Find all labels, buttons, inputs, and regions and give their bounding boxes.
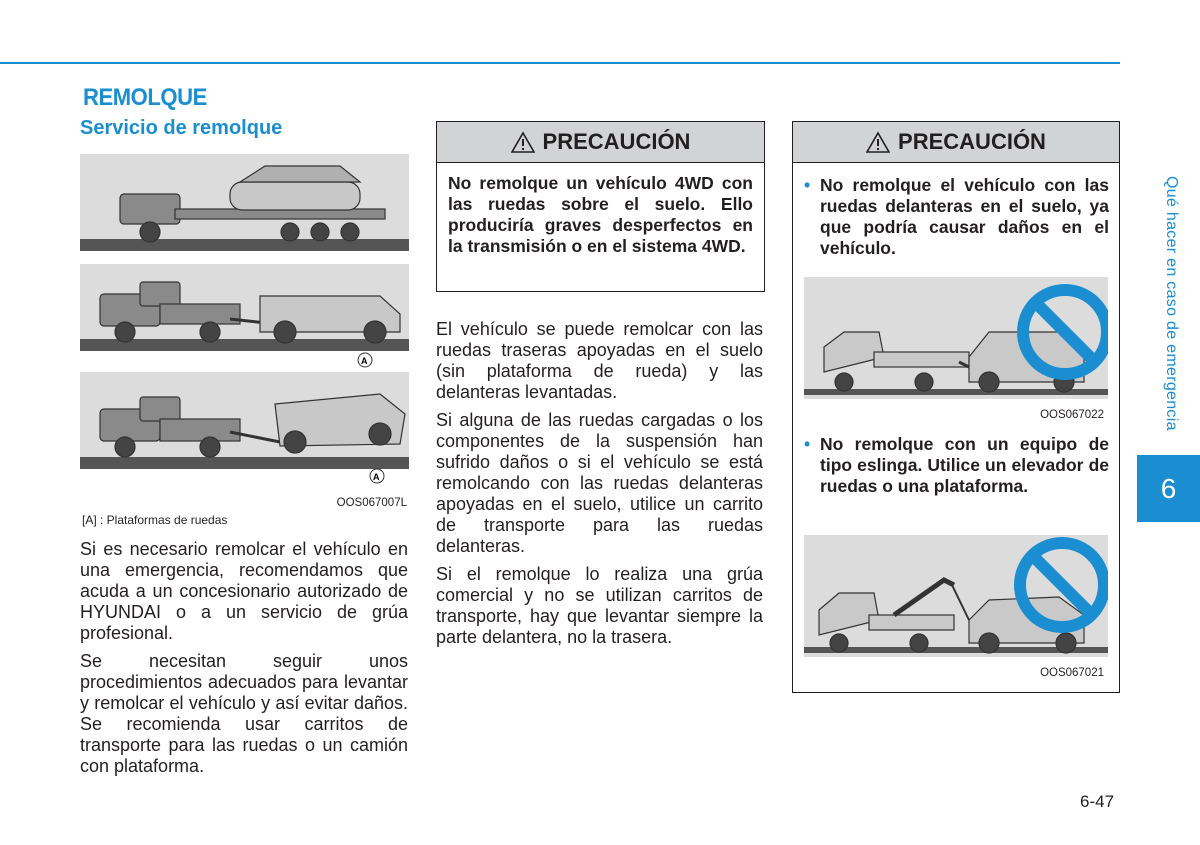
marker-a-1: A — [361, 356, 368, 366]
paragraph: Si el remolque lo realiza una grúa comercial y no se utilizan carritos de transporte, hay que levantar siempre la parte delantera, no la trasera. — [436, 564, 763, 647]
subsection-title: Servicio de remolque — [80, 117, 283, 139]
caution-bullet-1 — [793, 163, 1119, 259]
no-front-wheels-illustration — [804, 277, 1108, 421]
bullet-dot: • — [804, 175, 811, 195]
left-body-text — [80, 539, 408, 784]
sling-tow-figure — [804, 535, 1108, 679]
towing-methods-figure — [80, 154, 409, 508]
paragraph: Se necesitan seguir unos procedimientos adecuados para levantar y remolcar el vehículo y así evitar daños. Se recomienda usar carritos de transporte para las ruedas o un camión con plataforma. — [80, 651, 408, 776]
paragraph: Si alguna de las ruedas cargadas o los componentes de la suspensión han sufrido daños o si el vehículo se está remolcando con las ruedas delanteras apoyadas en el suelo, utilice un carrito de transporte para las ruedas delanteras. — [436, 410, 763, 556]
caution-header — [793, 122, 1119, 163]
caution-text: No remolque un vehículo 4WD con las ruedas sobre el suelo. Ello produciría graves desperfectos en la transmisión o en el sistema 4WD. — [448, 173, 753, 256]
figure-code: OOS067021 — [1040, 667, 1104, 679]
bullet-dot: • — [804, 434, 811, 454]
figure-code: OOS067007L — [336, 497, 407, 509]
caution-header — [437, 122, 764, 163]
bullet-text: No remolque con un equipo de tipo eslinga. Utilice un elevador de ruedas o una plataforma. — [820, 434, 1109, 496]
warning-triangle-icon — [511, 131, 535, 153]
paragraph: Si es necesario remolcar el vehículo en una emergencia, recomendamos que acuda a un concesionario autorizado de HYUNDAI o a un servicio de grúa profesional. — [80, 539, 408, 643]
page-number: 6-47 — [1080, 792, 1115, 811]
caution-box-4wd — [436, 121, 765, 292]
bullet-text: No remolque el vehículo con las ruedas delanteras en el suelo, ya que podría causar daños en el vehículo. — [820, 175, 1109, 258]
marker-a-2: A — [373, 472, 380, 482]
section-title: REMOLQUE — [83, 84, 207, 111]
paragraph: El vehículo se puede remolcar con las ruedas traseras apoyadas en el suelo (sin plataforma de rueda) y las delanteras levantadas. — [436, 319, 763, 402]
figure-code: OOS067022 — [1040, 409, 1104, 421]
caution-title: PRECAUCIÓN — [542, 129, 691, 154]
caution-box-towing — [792, 121, 1120, 693]
figure-caption: [A] : Plataformas de ruedas — [82, 513, 228, 527]
top-rule — [0, 62, 1120, 64]
middle-body-text — [436, 319, 763, 655]
caution-title: PRECAUCIÓN — [898, 129, 1046, 154]
chapter-number-tab: 6 — [1137, 455, 1200, 522]
chapter-title: Qué hacer en caso de emergencia — [1163, 176, 1180, 431]
no-sling-illustration — [804, 535, 1108, 679]
front-wheels-down-figure — [804, 277, 1108, 421]
warning-triangle-icon — [866, 131, 890, 153]
caution-bullet-2 — [804, 434, 1109, 497]
towing-illustration — [80, 154, 409, 508]
